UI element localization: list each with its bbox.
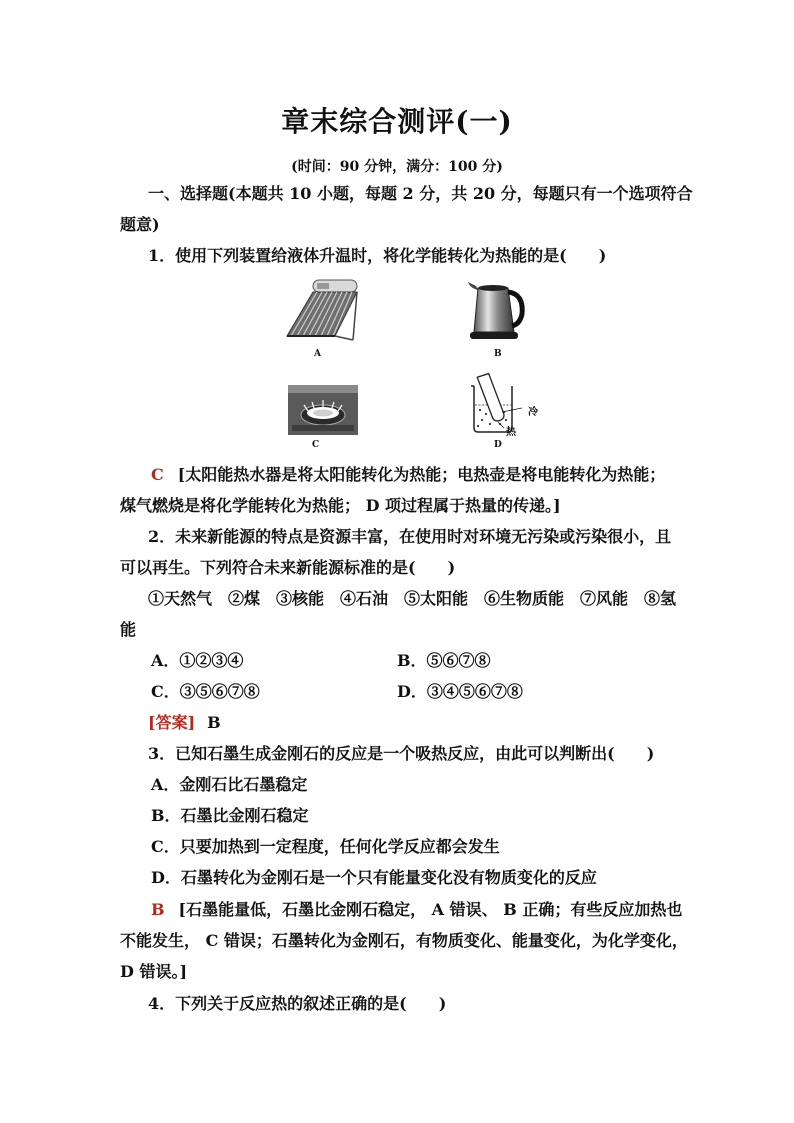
page-title: 章末综合测评(一) xyxy=(281,105,513,138)
solar-water-heater-icon xyxy=(283,278,361,344)
question-3-explanation-1: [石墨能量低，石墨比金刚石稳定， A 错误、 B 正确；有些反应加热也 xyxy=(178,900,683,919)
question-1-explanation-2: 煤气燃烧是将化学能转化为热能； D 项过程属于热量的传递。] xyxy=(120,496,561,515)
question-2-options-1: ①天然气 ②煤 ③核能 ④石油 ⑤太阳能 ⑥生物质能 ⑦风能 ⑧氢 xyxy=(148,589,677,608)
question-3-choice-c: C．只要加热到一定程度，任何化学反应都会发生 xyxy=(151,837,500,856)
question-1-answer-line-1 xyxy=(151,464,665,486)
question-2-choice-b: B．⑤⑥⑦⑧ xyxy=(397,651,491,670)
question-2-stem-1: 2．未来新能源的特点是资源丰富，在使用时对环境无污染或污染很小，且 xyxy=(148,527,672,546)
question-2-answer: B xyxy=(207,713,221,732)
question-1-explanation-1: [太阳能热水器是将太阳能转化为热能；电热壶是将电能转化为热能； xyxy=(177,465,666,484)
figure-d-caption: D xyxy=(494,440,502,450)
figure-a-caption: A xyxy=(314,349,321,359)
question-2-answer-line xyxy=(148,712,221,734)
question-3-stem: 3．已知石墨生成金刚石的反应是一个吸热反应，由此可以判断出( ) xyxy=(148,744,655,763)
question-3-answer-line-1 xyxy=(151,899,682,921)
question-2-choice-d: D．③④⑤⑥⑦⑧ xyxy=(397,682,523,701)
electric-kettle-icon xyxy=(464,280,528,342)
question-1-answer: C xyxy=(151,465,164,484)
question-3-choice-a: A．金刚石比石墨稳定 xyxy=(151,775,308,794)
question-2-answer-tag: [答案] xyxy=(148,713,196,732)
figure-c-caption: C xyxy=(312,440,320,450)
figure-d-mark-hot: 热 xyxy=(506,427,516,438)
question-2-stem-2: 可以再生。下列符合未来新能源标准的是( ) xyxy=(120,558,456,577)
question-2-choice-a: A．①②③④ xyxy=(151,651,244,670)
question-1-stem: 1．使用下列装置给液体升温时，将化学能转化为热能的是( ) xyxy=(148,246,607,265)
question-3-answer: B xyxy=(151,900,165,919)
question-3-choice-d: D．石墨转化为金刚石是一个只有能量变化没有物质变化的反应 xyxy=(151,868,597,887)
figure-d-mark-cold: 冷 xyxy=(528,407,538,418)
question-3-choice-b: B．石墨比金刚石稳定 xyxy=(151,806,309,825)
question-3-explanation-3: D 错误。] xyxy=(120,962,188,981)
gas-stove-flame-icon xyxy=(288,385,358,435)
question-2-choice-c: C．③⑤⑥⑦⑧ xyxy=(151,682,260,701)
exam-meta: (时间：90 分钟，满分：100 分) xyxy=(291,159,503,175)
question-4-stem: 4．下列关于反应热的叙述正确的是( ) xyxy=(148,994,447,1013)
question-2-options-2: 能 xyxy=(120,620,137,639)
figure-b-caption: B xyxy=(494,349,502,359)
section-heading-line-2: 题意) xyxy=(120,215,160,234)
question-3-explanation-2: 不能发生， C 错误；石墨转化为金刚石，有物质变化、能量变化，为化学变化， xyxy=(120,931,688,950)
section-heading-line-1: 一、选择题(本题共 10 小题，每题 2 分，共 20 分，每题只有一个选项符合 xyxy=(148,184,693,203)
